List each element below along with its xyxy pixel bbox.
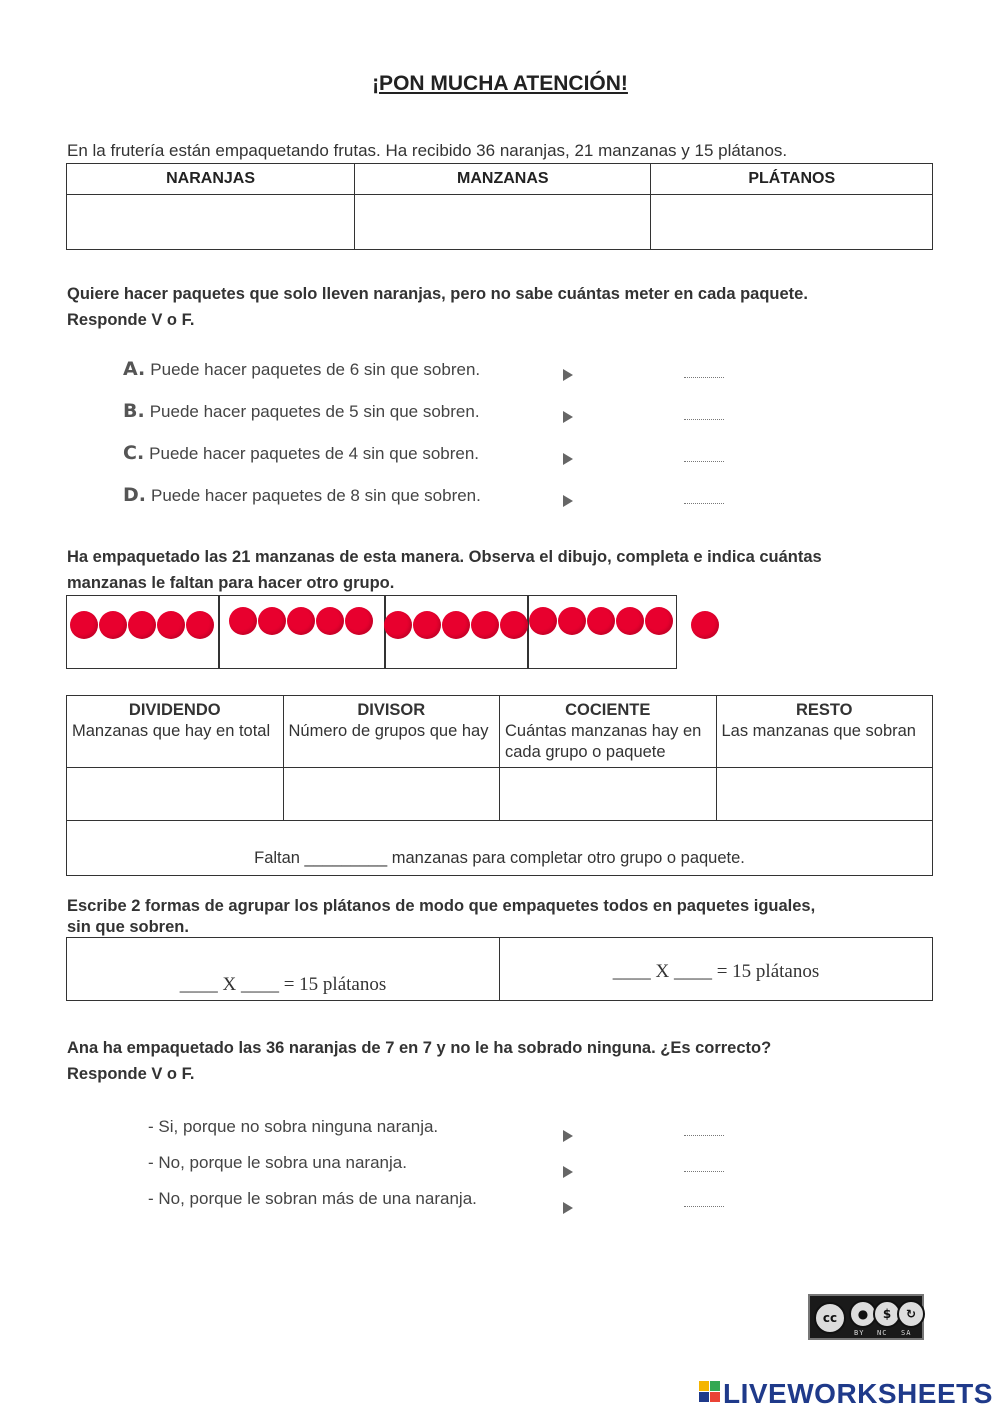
apple — [70, 611, 98, 639]
question-1-line1: Quiere hacer paquetes que solo lleven naranjas, pero no sabe cuántas meter en cada paquete. — [67, 285, 808, 303]
option-text: Puede hacer paquetes de 4 sin que sobren. — [149, 444, 480, 463]
play-arrow-icon[interactable] — [563, 1202, 573, 1214]
platanos-way-2[interactable]: ____ X ____ = 15 plátanos — [500, 938, 933, 1001]
platanos-table — [66, 937, 933, 1001]
answer-blank[interactable] — [684, 1171, 724, 1172]
option-text: Puede hacer paquetes de 6 sin que sobren. — [150, 360, 481, 379]
q4-option-3: - No, porque le sobran más de una naranja. — [148, 1189, 477, 1208]
col-dividendo — [67, 696, 284, 768]
header-dividendo: DIVIDENDO — [128, 701, 221, 719]
division-table — [66, 695, 933, 876]
answer-naranjas[interactable] — [67, 195, 355, 250]
apple — [587, 607, 615, 635]
question-4-line2: Responde V o F. — [67, 1065, 195, 1083]
apple — [471, 611, 499, 639]
apple — [558, 607, 586, 635]
question-3-line1: Escribe 2 formas de agrupar los plátanos de modo que empaquetes todos en paquetes iguales, — [67, 897, 816, 915]
apple-remaining — [691, 611, 719, 639]
apple — [99, 611, 127, 639]
option-a — [123, 358, 480, 380]
apples-drawing — [0, 595, 1000, 667]
header-resto: RESTO — [795, 701, 853, 719]
question-2-line1: Ha empaquetado las 21 manzanas de esta manera. Observa el dibujo, completa e indica cuántas — [67, 548, 822, 566]
answer-blank[interactable] — [684, 1135, 724, 1136]
apple — [345, 607, 373, 635]
q4-option-2: - No, porque le sobra una naranja. — [148, 1153, 407, 1172]
creative-commons-badge — [808, 1294, 924, 1340]
answer-resto[interactable] — [716, 768, 933, 821]
apple — [229, 607, 257, 635]
question-3 — [67, 896, 815, 938]
q4-option-1: - Si, porque no sobra ninguna naranja. — [148, 1117, 439, 1136]
answer-dividendo[interactable] — [67, 768, 284, 821]
question-4-line1: Ana ha empaquetado las 36 naranjas de 7 en 7 y no le ha sobrado ninguna. ¿Es correcto? — [67, 1039, 772, 1057]
desc-dividendo: Manzanas que hay en total — [72, 722, 271, 740]
answer-blank[interactable] — [684, 461, 724, 462]
sa-label: SA — [901, 1329, 912, 1337]
option-d — [123, 484, 481, 506]
header-divisor: DIVISOR — [357, 701, 426, 719]
apple — [157, 611, 185, 639]
nc-icon: $ — [873, 1300, 901, 1328]
by-icon: ● — [849, 1300, 877, 1328]
play-arrow-icon[interactable] — [563, 1166, 573, 1178]
answer-divisor[interactable] — [283, 768, 500, 821]
apple — [128, 611, 156, 639]
nc-label: NC — [877, 1329, 888, 1337]
question-1-line2: Responde V o F. — [67, 311, 195, 329]
col-cociente — [500, 696, 717, 768]
question-1 — [67, 281, 808, 333]
apple — [442, 611, 470, 639]
sa-icon: ↻ — [897, 1300, 925, 1328]
desc-resto: Las manzanas que sobran — [721, 722, 916, 740]
platanos-way-1[interactable]: ____ X ____ = 15 plátanos — [67, 938, 500, 1001]
header-naranjas: NARANJAS — [67, 164, 355, 195]
desc-divisor: Número de grupos que hay — [288, 722, 489, 740]
question-4 — [67, 1035, 771, 1087]
option-b — [123, 400, 480, 422]
question-2-line2: manzanas le faltan para hacer otro grupo. — [67, 574, 395, 592]
apple — [529, 607, 557, 635]
answer-manzanas[interactable] — [355, 195, 651, 250]
option-text: Puede hacer paquetes de 5 sin que sobren. — [149, 402, 480, 421]
question-3-line2: sin que sobren. — [67, 918, 189, 936]
apple — [645, 607, 673, 635]
play-arrow-icon[interactable] — [563, 495, 573, 507]
option-text: Puede hacer paquetes de 8 sin que sobren. — [151, 486, 481, 505]
apple — [500, 611, 528, 639]
answer-blank[interactable] — [684, 377, 724, 378]
liveworksheets-wordmark: LIVEWORKSHEETS — [723, 1378, 993, 1409]
answer-blank[interactable] — [684, 1206, 724, 1207]
option-letter: A. — [123, 358, 146, 380]
apple — [186, 611, 214, 639]
col-resto — [716, 696, 933, 768]
col-divisor — [283, 696, 500, 768]
cc-icon: cc — [814, 1302, 846, 1334]
option-c — [123, 442, 479, 464]
play-arrow-icon[interactable] — [563, 1130, 573, 1142]
intro-text: En la frutería están empaquetando frutas. Ha recibido 36 naranjas, 21 manzanas y 15 plátanos. — [67, 141, 788, 160]
option-letter: D. — [123, 484, 146, 506]
header-cociente: COCIENTE — [565, 701, 651, 719]
by-label: BY — [854, 1329, 865, 1337]
header-platanos: PLÁTANOS — [651, 164, 933, 195]
header-manzanas: MANZANAS — [355, 164, 651, 195]
faltan-sentence[interactable]: Faltan _________ manzanas para completar otro grupo o paquete. — [67, 821, 933, 876]
answer-blank[interactable] — [684, 503, 724, 504]
option-letter: C. — [123, 442, 145, 464]
apple — [316, 607, 344, 635]
apple — [258, 607, 286, 635]
answer-blank[interactable] — [684, 419, 724, 420]
answer-platanos[interactable] — [651, 195, 933, 250]
option-letter: B. — [123, 400, 145, 422]
play-arrow-icon[interactable] — [563, 411, 573, 423]
apple — [413, 611, 441, 639]
fruit-table — [66, 163, 933, 250]
apple — [616, 607, 644, 635]
play-arrow-icon[interactable] — [563, 453, 573, 465]
apple — [384, 611, 412, 639]
desc-cociente: Cuántas manzanas hay en cada grupo o paquete — [505, 722, 702, 761]
question-2 — [67, 544, 822, 596]
apple — [287, 607, 315, 635]
page-title: ¡PON MUCHA ATENCIÓN! — [372, 72, 628, 95]
liveworksheets-mark-icon — [699, 1381, 721, 1403]
play-arrow-icon[interactable] — [563, 369, 573, 381]
answer-cociente[interactable] — [500, 768, 717, 821]
